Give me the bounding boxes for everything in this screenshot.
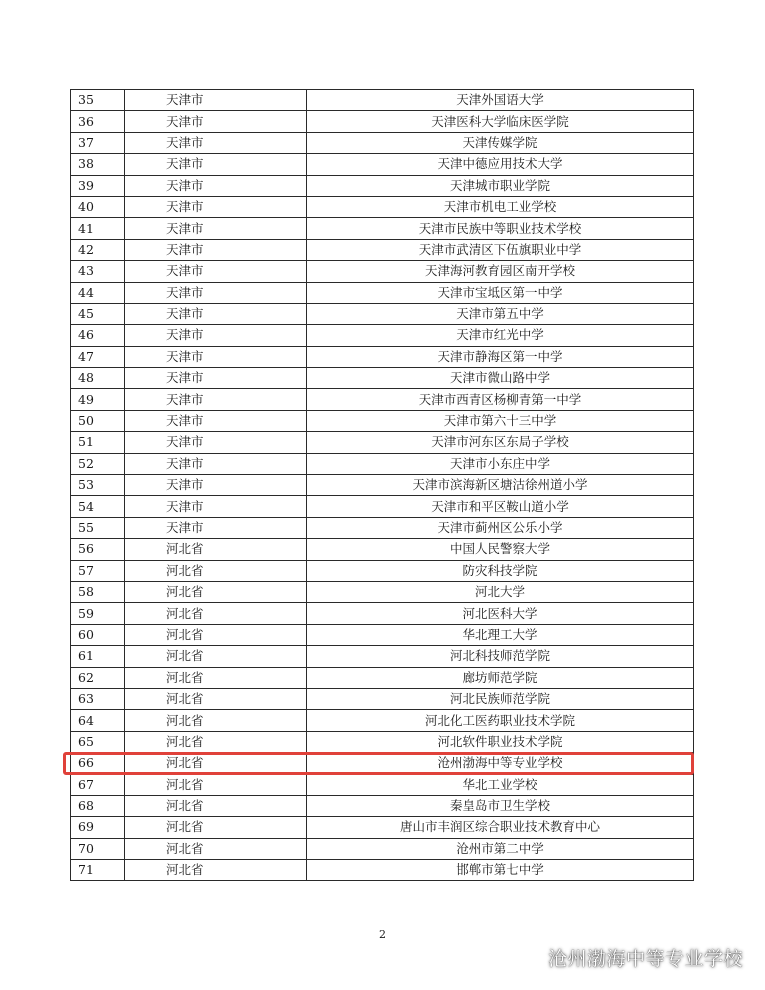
row-index-cell: 69	[71, 817, 125, 838]
table-row	[71, 389, 694, 410]
row-region-cell: 天津市	[125, 325, 307, 346]
table-row	[71, 624, 694, 645]
row-region-cell: 天津市	[125, 90, 307, 111]
row-region-cell: 河北省	[125, 774, 307, 795]
row-school-name-cell: 沧州市第二中学	[307, 838, 694, 859]
row-region-cell: 天津市	[125, 196, 307, 217]
table-row	[71, 496, 694, 517]
row-school-name-cell: 沧州渤海中等专业学校	[307, 753, 694, 774]
table-row	[71, 795, 694, 816]
table-row	[71, 667, 694, 688]
row-region-cell: 天津市	[125, 132, 307, 153]
row-school-name-cell: 河北大学	[307, 581, 694, 602]
table-row	[71, 346, 694, 367]
row-index-cell: 51	[71, 432, 125, 453]
table-row	[71, 560, 694, 581]
table-row	[71, 475, 694, 496]
row-school-name-cell: 天津市静海区第一中学	[307, 346, 694, 367]
row-school-name-cell: 河北软件职业技术学院	[307, 731, 694, 752]
row-region-cell: 河北省	[125, 539, 307, 560]
row-school-name-cell: 天津市和平区鞍山道小学	[307, 496, 694, 517]
row-region-cell: 河北省	[125, 817, 307, 838]
row-school-name-cell: 天津市红光中学	[307, 325, 694, 346]
row-index-cell: 37	[71, 132, 125, 153]
row-index-cell: 66	[71, 753, 125, 774]
row-school-name-cell: 唐山市丰润区综合职业技术教育中心	[307, 817, 694, 838]
row-region-cell: 天津市	[125, 496, 307, 517]
row-region-cell: 河北省	[125, 603, 307, 624]
table-row	[71, 603, 694, 624]
row-index-cell: 54	[71, 496, 125, 517]
row-index-cell: 49	[71, 389, 125, 410]
row-region-cell: 天津市	[125, 346, 307, 367]
table-row	[71, 517, 694, 538]
table-row	[71, 646, 694, 667]
watermark-text: 沧州渤海中等专业学校	[547, 948, 743, 970]
row-region-cell: 天津市	[125, 368, 307, 389]
row-index-cell: 39	[71, 175, 125, 196]
row-index-cell: 64	[71, 710, 125, 731]
row-index-cell: 42	[71, 239, 125, 260]
table-row	[71, 410, 694, 431]
row-region-cell: 天津市	[125, 111, 307, 132]
row-index-cell: 43	[71, 261, 125, 282]
table-row	[71, 218, 694, 239]
row-index-cell: 71	[71, 860, 125, 881]
row-region-cell: 天津市	[125, 261, 307, 282]
row-index-cell: 58	[71, 581, 125, 602]
row-index-cell: 41	[71, 218, 125, 239]
row-school-name-cell: 河北化工医药职业技术学院	[307, 710, 694, 731]
row-school-name-cell: 天津医科大学临床医学院	[307, 111, 694, 132]
table-row	[71, 581, 694, 602]
table-row	[71, 774, 694, 795]
row-index-cell: 70	[71, 838, 125, 859]
row-region-cell: 河北省	[125, 731, 307, 752]
row-school-name-cell: 天津市微山路中学	[307, 368, 694, 389]
row-index-cell: 68	[71, 795, 125, 816]
table-row	[71, 282, 694, 303]
table-body	[71, 90, 694, 881]
row-school-name-cell: 天津市机电工业学校	[307, 196, 694, 217]
row-school-name-cell: 天津传媒学院	[307, 132, 694, 153]
table-row	[71, 710, 694, 731]
row-index-cell: 35	[71, 90, 125, 111]
row-school-name-cell: 天津中德应用技术大学	[307, 154, 694, 175]
row-school-name-cell: 河北民族师范学院	[307, 688, 694, 709]
row-index-cell: 45	[71, 303, 125, 324]
table-row	[71, 132, 694, 153]
table-row	[71, 432, 694, 453]
row-school-name-cell: 天津市武清区下伍旗职业中学	[307, 239, 694, 260]
row-school-name-cell: 天津市滨海新区塘沽徐州道小学	[307, 475, 694, 496]
row-school-name-cell: 天津市小东庄中学	[307, 453, 694, 474]
row-index-cell: 44	[71, 282, 125, 303]
row-school-name-cell: 天津市河东区东局子学校	[307, 432, 694, 453]
row-school-name-cell: 秦皇岛市卫生学校	[307, 795, 694, 816]
row-region-cell: 天津市	[125, 517, 307, 538]
table-row	[71, 838, 694, 859]
row-index-cell: 36	[71, 111, 125, 132]
row-region-cell: 河北省	[125, 710, 307, 731]
row-school-name-cell: 天津城市职业学院	[307, 175, 694, 196]
row-school-name-cell: 中国人民警察大学	[307, 539, 694, 560]
row-index-cell: 61	[71, 646, 125, 667]
row-index-cell: 65	[71, 731, 125, 752]
row-region-cell: 天津市	[125, 282, 307, 303]
row-school-name-cell: 防灾科技学院	[307, 560, 694, 581]
row-school-name-cell: 天津市第五中学	[307, 303, 694, 324]
row-region-cell: 天津市	[125, 303, 307, 324]
row-index-cell: 53	[71, 475, 125, 496]
row-index-cell: 47	[71, 346, 125, 367]
row-school-name-cell: 河北科技师范学院	[307, 646, 694, 667]
table-row	[71, 731, 694, 752]
row-index-cell: 56	[71, 539, 125, 560]
table-row	[71, 817, 694, 838]
table-row	[71, 111, 694, 132]
row-region-cell: 天津市	[125, 410, 307, 431]
row-index-cell: 62	[71, 667, 125, 688]
row-school-name-cell: 天津市西青区杨柳青第一中学	[307, 389, 694, 410]
row-index-cell: 48	[71, 368, 125, 389]
row-region-cell: 河北省	[125, 688, 307, 709]
row-index-cell: 60	[71, 624, 125, 645]
table-row	[71, 261, 694, 282]
row-school-name-cell: 华北工业学校	[307, 774, 694, 795]
row-region-cell: 河北省	[125, 581, 307, 602]
row-region-cell: 天津市	[125, 389, 307, 410]
row-region-cell: 河北省	[125, 860, 307, 881]
row-index-cell: 50	[71, 410, 125, 431]
row-school-name-cell: 天津市民族中等职业技术学校	[307, 218, 694, 239]
row-school-name-cell: 天津外国语大学	[307, 90, 694, 111]
table-row	[71, 539, 694, 560]
wechat-icon	[514, 947, 540, 969]
table-row	[71, 860, 694, 881]
row-index-cell: 52	[71, 453, 125, 474]
row-school-name-cell: 河北医科大学	[307, 603, 694, 624]
row-school-name-cell: 华北理工大学	[307, 624, 694, 645]
table-row	[71, 368, 694, 389]
row-index-cell: 46	[71, 325, 125, 346]
table-row	[71, 239, 694, 260]
row-region-cell: 河北省	[125, 646, 307, 667]
watermark	[514, 944, 743, 971]
page-number: 2	[379, 928, 386, 941]
row-index-cell: 63	[71, 688, 125, 709]
school-list-table	[70, 89, 694, 881]
row-school-name-cell: 廊坊师范学院	[307, 667, 694, 688]
row-region-cell: 河北省	[125, 667, 307, 688]
row-region-cell: 天津市	[125, 453, 307, 474]
row-school-name-cell: 邯郸市第七中学	[307, 860, 694, 881]
row-region-cell: 天津市	[125, 175, 307, 196]
row-index-cell: 40	[71, 196, 125, 217]
row-index-cell: 57	[71, 560, 125, 581]
row-index-cell: 55	[71, 517, 125, 538]
row-region-cell: 河北省	[125, 838, 307, 859]
table-row	[71, 688, 694, 709]
table-row	[71, 90, 694, 111]
row-region-cell: 天津市	[125, 432, 307, 453]
row-region-cell: 天津市	[125, 154, 307, 175]
row-index-cell: 67	[71, 774, 125, 795]
table-row	[71, 303, 694, 324]
row-school-name-cell: 天津海河教育园区南开学校	[307, 261, 694, 282]
table-row	[71, 753, 694, 774]
table-row	[71, 325, 694, 346]
row-region-cell: 天津市	[125, 218, 307, 239]
table-row	[71, 196, 694, 217]
row-region-cell: 河北省	[125, 795, 307, 816]
row-school-name-cell: 天津市第六十三中学	[307, 410, 694, 431]
table-row	[71, 154, 694, 175]
row-region-cell: 天津市	[125, 239, 307, 260]
table-row	[71, 175, 694, 196]
row-index-cell: 38	[71, 154, 125, 175]
row-region-cell: 河北省	[125, 624, 307, 645]
row-index-cell: 59	[71, 603, 125, 624]
row-region-cell: 河北省	[125, 753, 307, 774]
row-region-cell: 天津市	[125, 475, 307, 496]
row-region-cell: 河北省	[125, 560, 307, 581]
table-row	[71, 453, 694, 474]
row-school-name-cell: 天津市宝坻区第一中学	[307, 282, 694, 303]
row-school-name-cell: 天津市蓟州区公乐小学	[307, 517, 694, 538]
